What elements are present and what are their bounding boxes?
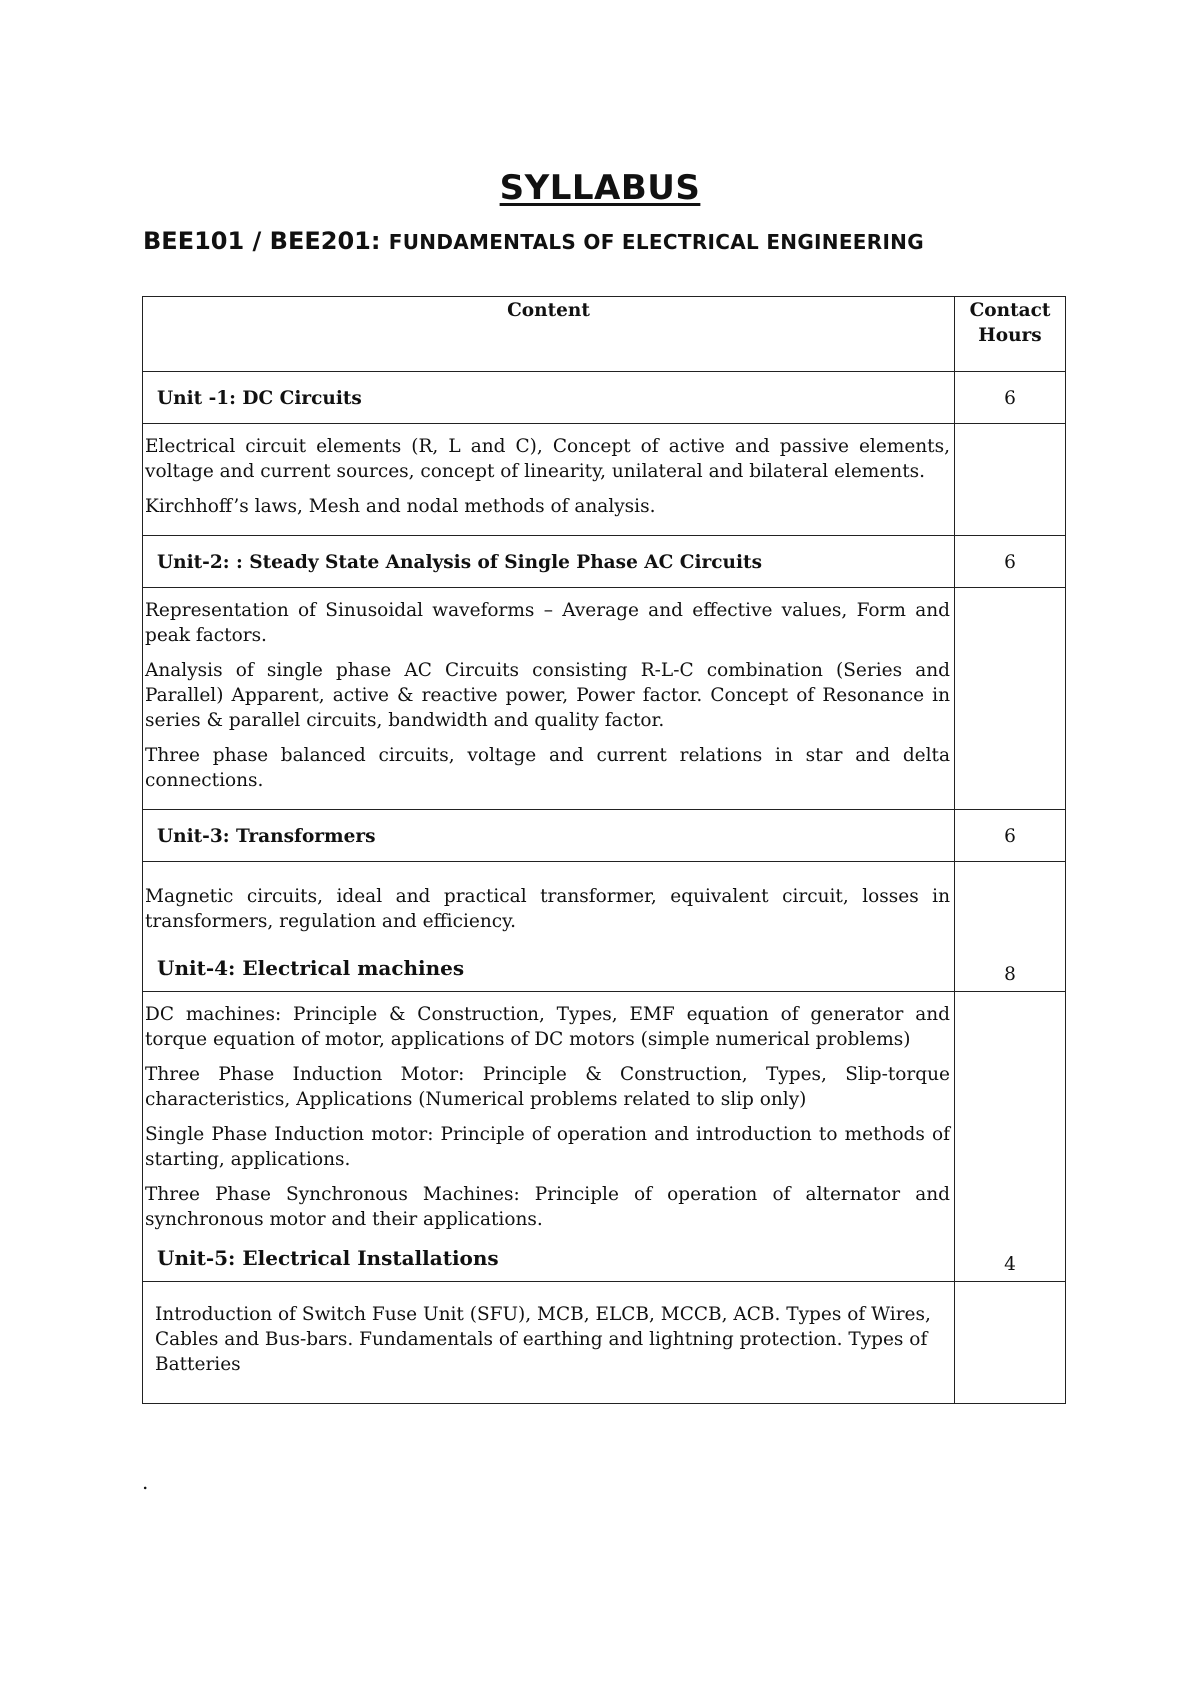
page-title: SYLLABUS (499, 168, 701, 208)
unit-2-paragraph-3: Three phase balanced circuits, voltage and current relations in star and delta connections. (145, 745, 950, 791)
unit-2-title: Unit-2: : Steady State Analysis of Single Phase AC Circuits (143, 536, 955, 588)
unit-3-paragraph-1: Magnetic circuits, ideal and practical transformer, equivalent circuit, losses in transformers, regulation and efficiency. (145, 886, 950, 932)
course-heading (143, 225, 1093, 258)
unit-3-content (143, 862, 955, 992)
table-header-row (143, 297, 1066, 372)
unit-5-content (143, 1282, 955, 1404)
unit-1-paragraph-1: Electrical circuit elements (R, L and C), Concept of active and passive elements, voltage and current sources, concept of linearity, unilateral and bilateral elements. (145, 436, 950, 482)
unit-1-content-row (143, 424, 1066, 536)
unit-3-title-row (143, 810, 1066, 862)
unit-1-paragraph-2: Kirchhoff’s laws, Mesh and nodal methods of analysis. (145, 496, 656, 517)
unit-3-4-content-row (143, 862, 1066, 992)
footer-mark: . (142, 1470, 149, 1494)
unit-5-content-row (143, 1282, 1066, 1404)
unit-4-title: Unit-4: Electrical machines (157, 956, 465, 980)
unit-1-title-row (143, 372, 1066, 424)
unit-4-content (143, 992, 955, 1282)
unit-1-content (143, 424, 955, 536)
unit-4-hours: 8 (955, 862, 1066, 992)
unit-4-paragraph-1: DC machines: Principle & Construction, Types, EMF equation of generator and torque equation of motor, applications of DC motors (simple numerical problems) (145, 1004, 950, 1050)
header-content: Content (143, 297, 955, 372)
unit-3-hours: 6 (955, 810, 1066, 862)
unit-1-title: Unit -1: DC Circuits (143, 372, 955, 424)
unit-2-hours: 6 (955, 536, 1066, 588)
header-contact-hours: Contact Hours (955, 297, 1066, 372)
unit-2-paragraph-1: Representation of Sinusoidal waveforms – Average and effective values, Form and peak factors. (145, 600, 950, 646)
unit-4-paragraph-4: Three Phase Synchronous Machines: Principle of operation of alternator and synchronous motor and their applications. (145, 1184, 950, 1230)
unit-1-hours-blank (955, 424, 1066, 536)
unit-1-hours: 6 (955, 372, 1066, 424)
unit-4-content-row (143, 992, 1066, 1282)
unit-5-hours: 4 (955, 992, 1066, 1282)
syllabus-table (142, 296, 1066, 1404)
unit-2-content (143, 588, 955, 810)
unit-3-title: Unit-3: Transformers (143, 810, 955, 862)
unit-5-paragraph-1: Introduction of Switch Fuse Unit (SFU), MCB, ELCB, MCCB, ACB. Types of Wires, Cables and Bus-bars. Fundamentals of earthing and lightning protection. Types of Batteries (155, 1304, 931, 1375)
course-name: FUNDAMENTALS OF ELECTRICAL ENGINEERING (388, 230, 924, 254)
unit-2-title-row (143, 536, 1066, 588)
unit-2-hours-blank (955, 588, 1066, 810)
unit-5-title: Unit-5: Electrical Installations (157, 1246, 499, 1270)
unit-5-hours-blank (955, 1282, 1066, 1404)
unit-2-content-row (143, 588, 1066, 810)
course-code: BEE101 / BEE201: (143, 227, 381, 255)
unit-4-paragraph-3: Single Phase Induction motor: Principle of operation and introduction to methods of starting, applications. (145, 1124, 950, 1170)
unit-2-paragraph-2: Analysis of single phase AC Circuits consisting R-L-C combination (Series and Parallel) Apparent, active & reactive power, Power factor. Concept of Resonance in series & parallel circuits, bandwidth and quality factor. (145, 660, 950, 731)
unit-4-paragraph-2: Three Phase Induction Motor: Principle & Construction, Types, Slip-torque characteristics, Applications (Numerical problems related to slip only) (145, 1064, 950, 1110)
